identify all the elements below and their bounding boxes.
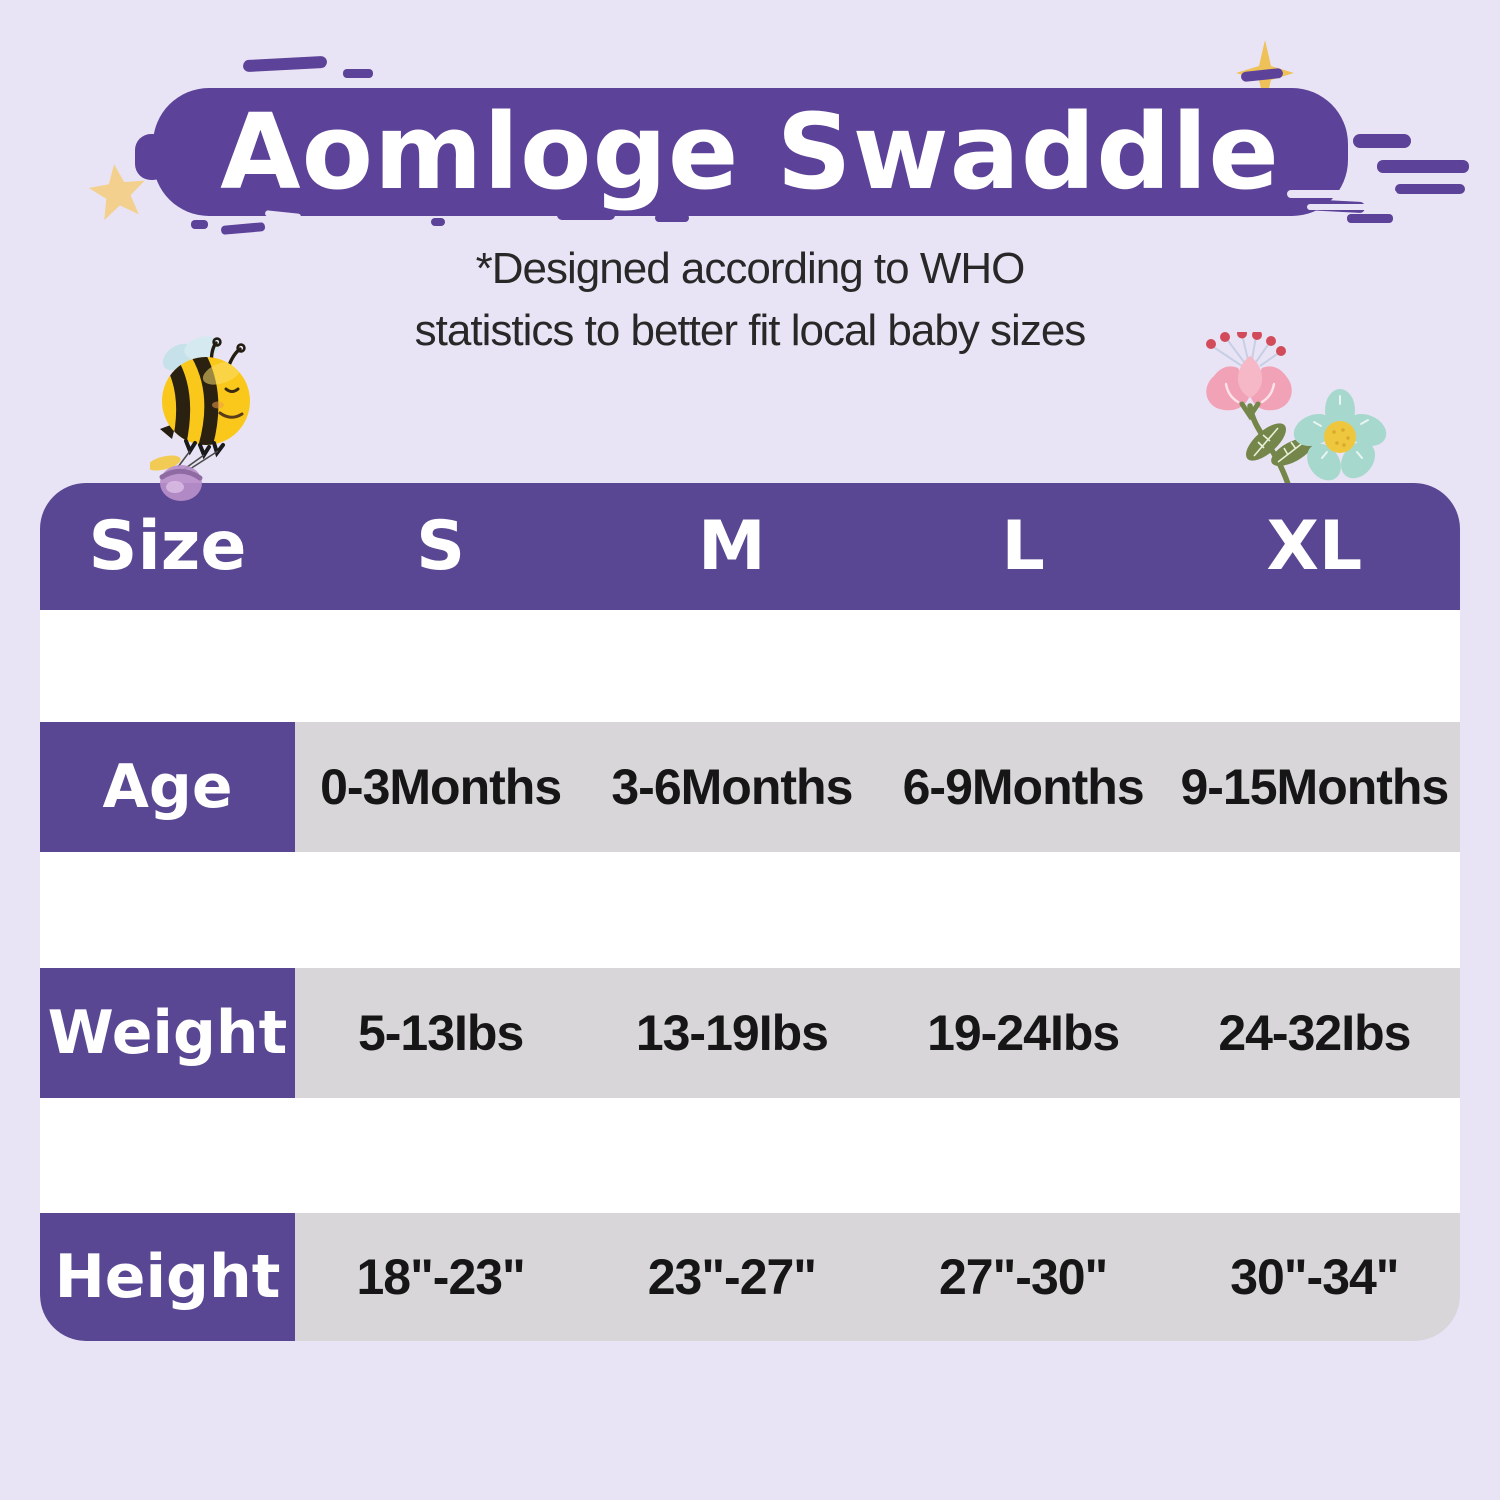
row-label-age: Age — [40, 722, 295, 852]
page-title: Aomloge Swaddle — [220, 91, 1280, 213]
table-row-age — [40, 722, 1460, 852]
table-spacer-row — [40, 1098, 1460, 1213]
bee-illustration — [150, 333, 262, 509]
table-row-height — [40, 1213, 1460, 1341]
header-cell-s: S — [416, 507, 466, 586]
age-value-l: 6-9Months — [902, 759, 1144, 815]
header-cell-l: L — [1001, 507, 1045, 586]
subtitle-line-2: statistics to better fit local baby sizes — [414, 306, 1086, 355]
weight-value-s: 5-13Ibs — [357, 1005, 524, 1061]
header-cell-m: M — [698, 507, 766, 586]
age-value-m: 3-6Months — [611, 759, 853, 815]
header-cell-size: Size — [88, 507, 247, 586]
subtitle-line-1: *Designed according to WHO — [475, 244, 1025, 293]
weight-value-l: 19-24Ibs — [927, 1005, 1120, 1061]
table-row-weight — [40, 968, 1460, 1098]
row-label-height: Height — [40, 1213, 295, 1341]
header-cell-xl: XL — [1266, 507, 1363, 586]
weight-value-xl: 24-32Ibs — [1218, 1005, 1411, 1061]
age-value-xl: 9-15Months — [1180, 759, 1449, 815]
table-spacer-row — [40, 610, 1460, 722]
age-value-s: 0-3Months — [320, 759, 562, 815]
size-chart-table — [40, 483, 1460, 1341]
height-value-l: 27"-30" — [938, 1249, 1108, 1305]
weight-value-m: 13-19Ibs — [635, 1005, 828, 1061]
height-value-xl: 30"-34" — [1230, 1249, 1399, 1305]
height-value-s: 18"-23" — [356, 1249, 525, 1305]
table-spacer-row — [40, 852, 1460, 968]
height-value-m: 23"-27" — [647, 1249, 817, 1305]
row-label-weight: Weight — [40, 968, 295, 1098]
